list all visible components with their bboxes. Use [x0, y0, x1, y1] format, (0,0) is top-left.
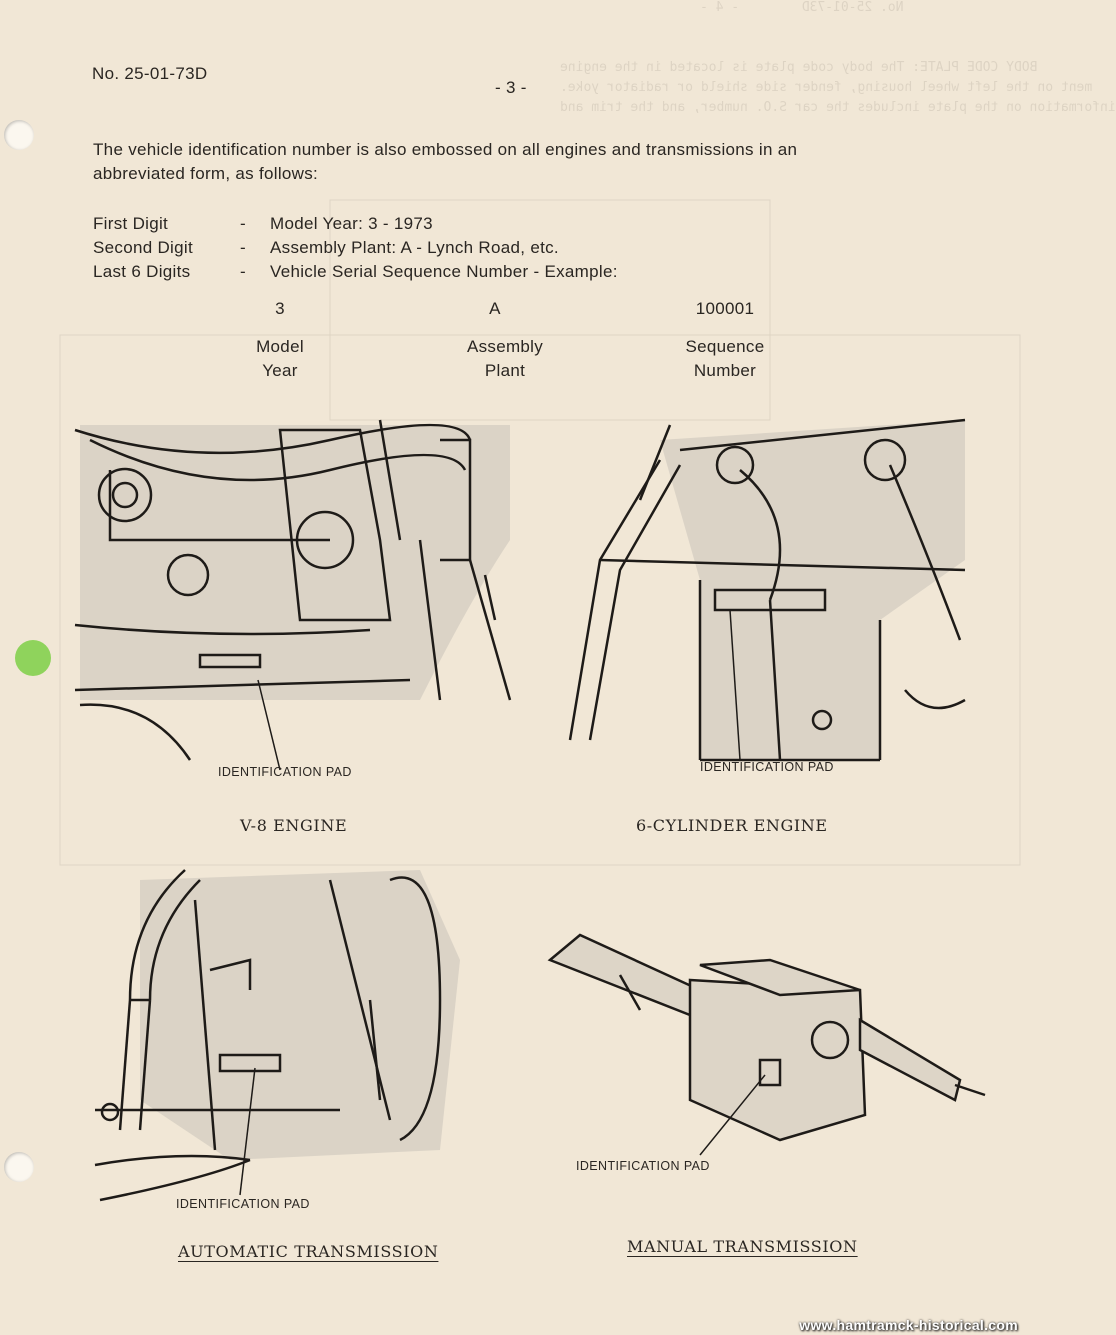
bleed-through-text: No. 25-01-73D - 4 -: [700, 0, 904, 15]
auto-trans-pad-label: IDENTIFICATION PAD: [176, 1197, 310, 1211]
digit-row-2-label: Second Digit: [93, 238, 193, 257]
automatic-transmission-drawing: [95, 870, 460, 1200]
digit-row-1-label: First Digit: [93, 214, 169, 233]
document-number: No. 25-01-73D: [92, 64, 208, 83]
page-number: - 3 -: [495, 78, 527, 97]
manual-transmission-drawing: [550, 935, 985, 1155]
six-cyl-pad-label: IDENTIFICATION PAD: [700, 760, 834, 774]
example-year-value: 3: [275, 299, 285, 318]
intro-line-1: The vehicle identification number is also embossed on all engines and transmissions in an: [93, 140, 798, 159]
bleed-through-text: information on the plate includes the car S.O. number, and the trim and: [560, 100, 1116, 115]
manual-trans-caption: MANUAL TRANSMISSION: [627, 1237, 858, 1256]
example-year-label-2: Year: [262, 361, 298, 380]
watermark: www.hamtramck-historical.com: [799, 1317, 1018, 1333]
digit-row-1-dash: -: [240, 214, 246, 233]
example-seq-label-1: Sequence: [685, 337, 765, 356]
example-plant-value: A: [489, 299, 501, 318]
digit-row-2-desc: Assembly Plant: A - Lynch Road, etc.: [270, 238, 559, 257]
example-plant-label-2: Plant: [484, 361, 526, 380]
v8-caption: V-8 ENGINE: [240, 816, 348, 835]
digit-row-3-dash: -: [240, 262, 246, 281]
auto-trans-caption: AUTOMATIC TRANSMISSION: [178, 1242, 439, 1261]
example-year-label-1: Model: [256, 337, 304, 356]
six-cylinder-engine-drawing: [570, 420, 965, 760]
digit-row-1-desc: Model Year: 3 - 1973: [270, 214, 433, 233]
bleed-through-text: BODY CODE PLATE: The body code plate is located in the engine: [560, 60, 1038, 75]
digit-row-2-dash: -: [240, 238, 246, 257]
example-plant-label-1: Assembly: [466, 337, 544, 356]
bleed-through-text: ment on the left wheel housing, fender side shield or radiator yoke.: [560, 80, 1093, 95]
digit-row-3-desc: Vehicle Serial Sequence Number - Example:: [270, 262, 618, 281]
intro-line-2: abbreviated form, as follows:: [93, 164, 319, 183]
example-seq-label-2: Number: [693, 361, 757, 380]
manual-trans-pad-label: IDENTIFICATION PAD: [576, 1159, 710, 1173]
v8-engine-drawing: [75, 420, 510, 770]
digit-row-3-label: Last 6 Digits: [93, 262, 191, 281]
six-cyl-caption: 6-CYLINDER ENGINE: [636, 816, 828, 835]
v8-pad-label: IDENTIFICATION PAD: [218, 765, 352, 779]
example-seq-value: 100001: [695, 299, 755, 318]
